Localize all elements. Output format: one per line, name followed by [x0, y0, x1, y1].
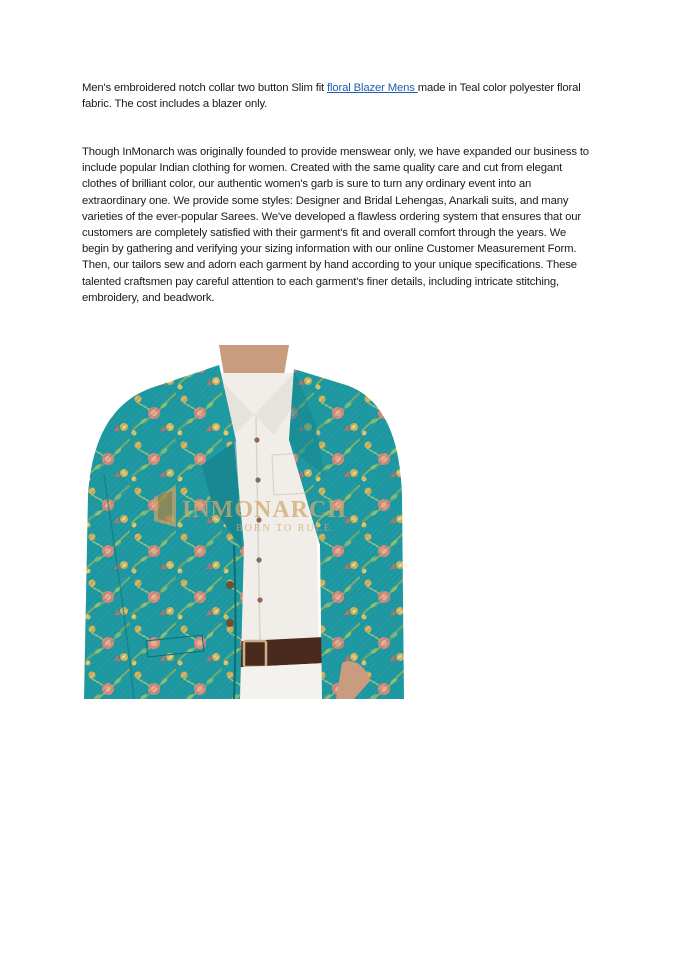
description-text-start: Men's embroidered notch collar two button Slim fit	[82, 82, 328, 94]
svg-text:BORN TO RULE: BORN TO RULE	[236, 523, 332, 534]
blazer-product-photo	[84, 345, 404, 699]
description-text-end: made in Teal color polyester floral fabric. The cost includes a blazer only.	[82, 82, 581, 111]
floral-blazer-link[interactable]: floral Blazer Mens	[327, 82, 418, 94]
svg-text:INMONARCH: INMONARCH	[182, 497, 347, 523]
product-description	[82, 80, 594, 112]
company-paragraph: Though InMonarch was originally founded to provide menswear only, we have expanded our business to include popular Indian clothing for women. Created with the same quality care and cut from elegant clothes of brilliant color, our authentic women's garb is sure to turn any ordinary event into an extraordinary one. We provide some styles: Designer and Bridal Lehengas, Anarkali suits, and many varieties of the ever-popular Sarees. We've developed a flawless ordering system that ensures that our customers are completely satisfied with their garment's fit and overall comfort through the years. We begin by gathering and verifying your sizing information with our online Customer Measurement Form. Then, our tailors sew and adorn each garment by hand according to your unique specifications. These talented craftsmen pay careful attention to each garment's finer details, including intricate stitching, embroidery, and beadwork.	[82, 146, 589, 304]
